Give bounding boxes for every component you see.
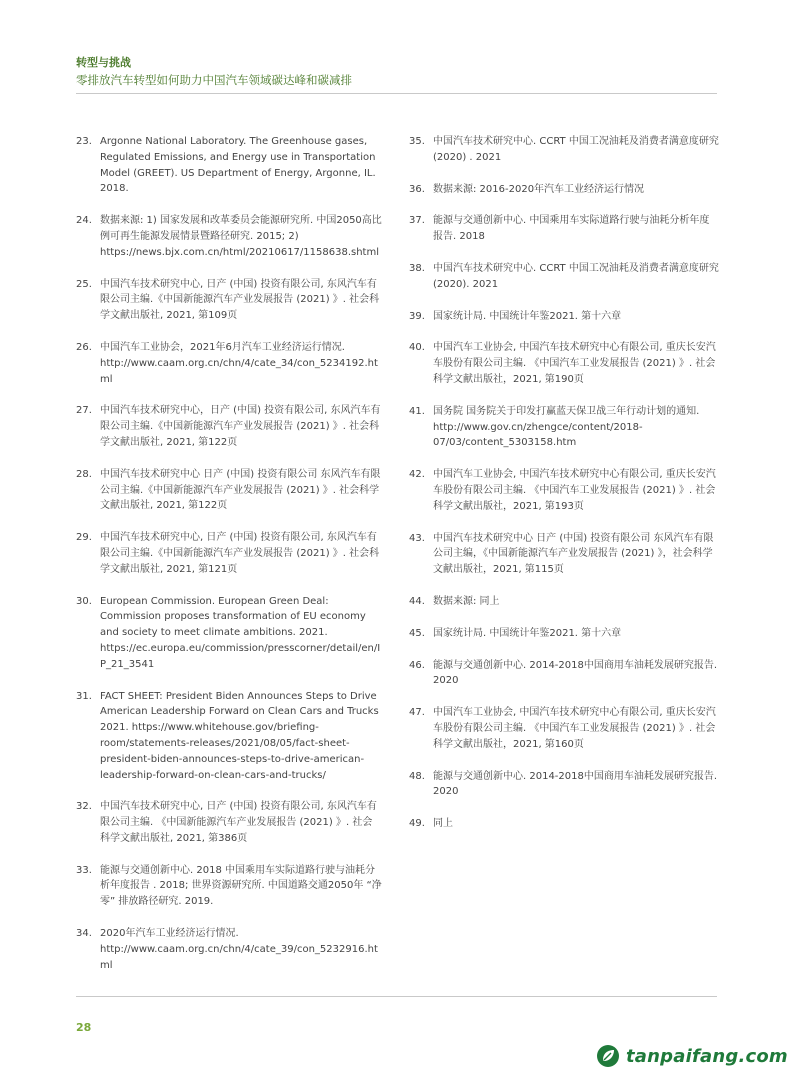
reference-text: European Commission. European Green Deal: Commission proposes transformation of EU economy and society to meet climate ambitions. 2021. https://ec.europa.eu/commission/presscorner/detail/en/IP_21_3541 [100, 595, 381, 670]
page-number: 28 [76, 1021, 92, 1034]
reference-number: 35. [409, 136, 425, 147]
reference-item [76, 277, 382, 324]
watermark [596, 1044, 788, 1068]
reference-item [409, 404, 719, 451]
leaf-logo-icon [596, 1044, 620, 1068]
reference-number: 39. [409, 310, 425, 322]
reference-item [409, 134, 719, 166]
reference-number: 30. [76, 595, 92, 607]
reference-text: 中国汽车技术研究中心 日产 (中国) 投资有限公司 东风汽车有限公司主编，《中国新能源汽车产业发展报告 (2021) 》，社会科学文献出版社，2021, 第115页 [433, 532, 714, 576]
reference-number: 43. [409, 532, 425, 544]
reference-text: 中国汽车技术研究中心, 日产 (中国) 投资有限公司, 东风汽车有限公司主编.《中国新能源汽车产业发展报告 (2021) 》. 社会科学文献出版社, 2021, 第121页 [100, 532, 380, 575]
reference-text: 中国汽车技术研究中心，日产 (中国) 投资有限公司, 东风汽车有限公司主编.《中国新能源汽车产业发展报告 (2021) 》. 社会科学文献出版社, 2021, 第122页 [100, 405, 381, 448]
reference-item [76, 799, 382, 846]
reference-number: 32. [76, 801, 92, 813]
reference-number: 49. [409, 818, 425, 830]
reference-number: 31. [76, 690, 92, 702]
reference-item [76, 213, 382, 260]
reference-text: FACT SHEET: President Biden Announces Steps to Drive American Leadership Forward on Clean Cars and Trucks 2021. https://www.whitehouse.gov/briefing-room/statements-releases/2021/08/05/fact-sheet-president-biden-announces-steps-to-drive-american-leadership-forward-on-clean-cars-and-trucks/ [100, 690, 379, 781]
reference-text: 2020年汽车工业经济运行情况. http://www.caam.org.cn/chn/4/cate_39/con_5232916.html [100, 928, 378, 971]
running-header [76, 56, 352, 88]
reference-number: 48. [409, 770, 425, 782]
reference-text: 中国汽车工业协会，2021年6月汽车工业经济运行情况. http://www.caam.org.cn/chn/4/cate_34/con_5234192.html [100, 341, 378, 385]
report-subtitle: 零排放汽车转型如何助力中国汽车领域碳达峰和碳减排 [76, 73, 352, 87]
reference-number: 25. [76, 278, 92, 290]
references-left-column [76, 134, 382, 989]
reference-text: 能源与交通创新中心. 2014-2018中国商用车油耗发展研究报告. 2020 [433, 659, 718, 687]
reference-text: 中国汽车工业协会, 中国汽车技术研究中心有限公司, 重庆长安汽车股份有限公司主编. 《中国汽车工业发展报告 (2021) 》. 社会科学文献出版社，2021, 第193页 [433, 469, 716, 512]
section-title: 转型与挑战 [76, 56, 131, 69]
reference-number: 40. [409, 342, 425, 354]
reference-item [76, 340, 382, 387]
reference-item [76, 689, 382, 784]
reference-text: 中国汽车技术研究中心. CCRT 中国工况油耗及消费者满意度研究(2020). 2021 [433, 262, 719, 290]
reference-number: 36. [409, 183, 425, 195]
reference-number: 29. [76, 532, 92, 544]
reference-item [409, 182, 719, 198]
reference-number: 34. [76, 928, 92, 940]
reference-number: 46. [409, 659, 425, 671]
reference-item [409, 658, 719, 690]
reference-number: 45. [409, 627, 425, 639]
reference-item [76, 594, 382, 673]
reference-text: 数据来源: 同上 [433, 595, 500, 607]
reference-item [409, 467, 719, 514]
reference-item [76, 467, 382, 514]
reference-text: 国家统计局. 中国统计年鉴2021. 第十六章 [433, 310, 622, 322]
references-right-column [409, 134, 719, 848]
reference-text: Argonne National Laboratory. The Greenhouse gases, Regulated Emissions, and Energy use in Transportation Model (GREET). US Department of Energy, Argonne, IL. 2018. [100, 136, 376, 195]
reference-item [76, 926, 382, 973]
reference-item [409, 594, 719, 610]
reference-number: 37. [409, 215, 425, 227]
reference-text: 中国汽车技术研究中心, 日产 (中国) 投资有限公司, 东风汽车有限公司主编.《中国新能源汽车产业发展报告 (2021) 》. 社会科学文献出版社, 2021, 第109页 [100, 278, 380, 322]
reference-number: 38. [409, 262, 425, 274]
reference-text: 国家统计局. 中国统计年鉴2021. 第十六章 [433, 627, 622, 639]
reference-number: 47. [409, 707, 425, 719]
reference-item [409, 340, 719, 387]
reference-text: 中国汽车工业协会, 中国汽车技术研究中心有限公司, 重庆长安汽车股份有限公司主编. 《中国汽车工业发展报告 (2021) 》. 社会科学文献出版社，2021, 第160页 [433, 707, 716, 750]
reference-item [409, 769, 719, 801]
reference-item [76, 134, 382, 197]
reference-text: 中国汽车技术研究中心, 日产 (中国) 投资有限公司, 东风汽车有限公司主编. 《中国新能源汽车产业发展报告 (2021) 》. 社会科学文献出版社, 2021, 第386页 [100, 801, 377, 844]
reference-item [409, 261, 719, 293]
reference-number: 33. [76, 864, 92, 876]
reference-text: 能源与交通创新中心. 2018 中国乘用车实际道路行驶与油耗分析年度报告 . 2018; 世界资源研究所. 中国道路交通2050年 “净零” 排放路径研究. 2019. [100, 864, 382, 908]
reference-item [409, 213, 719, 245]
reference-number: 27. [76, 405, 92, 417]
reference-text: 数据来源: 2016-2020年汽车工业经济运行情况 [433, 183, 645, 195]
reference-number: 26. [76, 341, 92, 353]
reference-number: 44. [409, 595, 425, 607]
reference-item [76, 530, 382, 577]
reference-item [76, 403, 382, 450]
reference-item [409, 626, 719, 642]
reference-text: 同上 [433, 818, 453, 830]
reference-number: 23. [76, 136, 92, 147]
reference-item [409, 705, 719, 752]
reference-text: 中国汽车工业协会, 中国汽车技术研究中心有限公司, 重庆长安汽车股份有限公司主编. 《中国汽车工业发展报告 (2021) 》. 社会科学文献出版社，2021, 第190页 [433, 342, 716, 385]
footer-divider [76, 996, 717, 997]
reference-text: 能源与交通创新中心. 2014-2018中国商用车油耗发展研究报告. 2020 [433, 770, 718, 798]
reference-text: 中国汽车技术研究中心 日产 (中国) 投资有限公司 东风汽车有限公司主编.《中国新能源汽车产业发展报告 (2021) 》. 社会科学文献出版社, 2021, 第122页 [100, 468, 381, 512]
reference-number: 28. [76, 468, 92, 480]
reference-text: 能源与交通创新中心. 中国乘用车实际道路行驶与油耗分析年度报告. 2018 [433, 215, 710, 243]
reference-number: 41. [409, 405, 425, 417]
reference-item [409, 816, 719, 832]
reference-number: 42. [409, 469, 425, 481]
reference-text: 国务院 国务院关于印发打赢蓝天保卫战三年行动计划的通知. http://www.gov.cn/zhengce/content/2018-07/03/content_5303158.htm [433, 405, 700, 449]
watermark-text: tanpaifang.com [626, 1045, 788, 1067]
reference-item [409, 309, 719, 325]
reference-text: 数据来源: 1) 国家发展和改革委员会能源研究所. 中国2050高比例可再生能源发展情景暨路径研究. 2015; 2) https://news.bjx.com.cn/html/20210617/1158638.shtml [100, 215, 382, 258]
reference-text: 中国汽车技术研究中心. CCRT 中国工况油耗及消费者满意度研究(2020) . 2021 [433, 136, 719, 163]
reference-item [409, 531, 719, 578]
header-divider [76, 93, 717, 94]
reference-number: 24. [76, 215, 92, 227]
reference-item [76, 863, 382, 910]
